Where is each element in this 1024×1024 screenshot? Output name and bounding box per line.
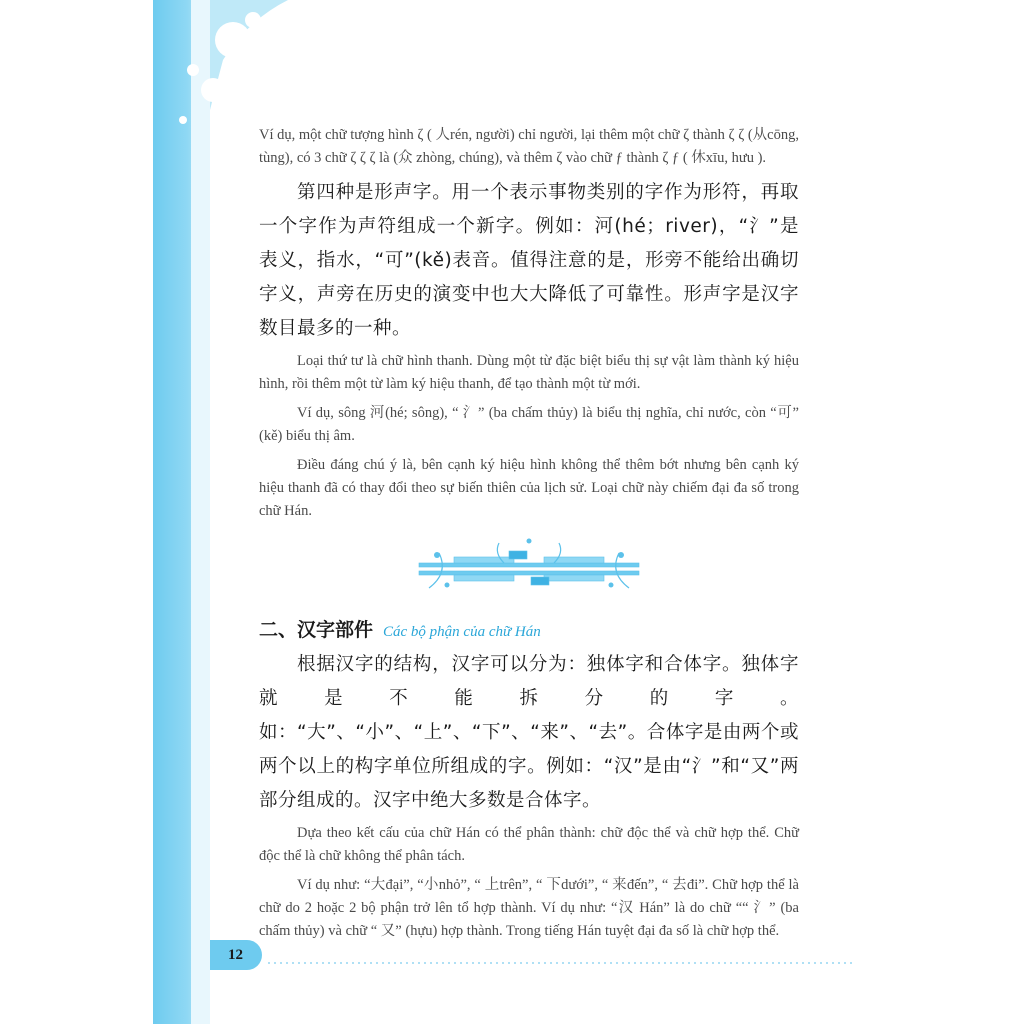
page-number: 12	[228, 946, 243, 963]
chinese-paragraph-xingsheng: 第四种是形声字。用一个表示事物类别的字作为形符，再取一个字作为声符组成一个新字。例如：河(hé；river)，“氵”是表义，指水，“可”(kě)表音。值得注意的是，形旁不能给出确切字义，声旁在历史的演变中也大大降低了可靠性。形声字是汉字数目最多的一种。	[259, 182, 799, 339]
bubble-decoration	[153, 0, 353, 140]
example-paragraph-he: Ví dụ, sông 河(hé; sông), “ 氵” (ba chấm thủy) là biểu thị nghĩa, chỉ nước, còn “可” (kě) biểu thị âm.	[259, 405, 799, 444]
translation-paragraph-components: Dựa theo kết cấu của chữ Hán có thể phân thành: chữ độc thể và chữ hợp thể. Chữ độc thể là chữ không thể phân tách.	[259, 825, 799, 864]
section-heading-chinese: 二、汉字部件	[259, 619, 374, 641]
translation-paragraph: Loại thứ tư là chữ hình thanh. Dùng một từ đặc biệt biểu thị sự vật làm thành ký hiệu hình, rồi thêm một từ làm ký hiệu thanh, để tạo thành một từ mới.	[259, 353, 799, 392]
chinese-paragraph-components: 根据汉字的结构，汉字可以分为：独体字和合体字。独体字就是不能拆分的字。如：“大”、“小”、“上”、“下”、“来”、“去”。合体字是由两个或两个以上的构字单位所组成的字。例如：“汉”是由“氵”和“又”两部分组成的。汉字中绝大多数是合体字。	[259, 654, 799, 811]
page-number-tab	[210, 940, 262, 970]
note-paragraph: Điều đáng chú ý là, bên cạnh ký hiệu hình không thể thêm bớt nhưng bên cạnh ký hiệu thanh đã có thay đổi theo sự biến thiên của lịch sử. Loại chữ này chiếm đại đa số trong chữ Hán.	[259, 457, 799, 519]
floral-ornament	[399, 533, 659, 603]
page-footer	[210, 940, 872, 970]
example-paragraph: Ví dụ, một chữ tượng hình ζ ( 人rén, người) chỉ người, lại thêm một chữ ζ thành ζ ζ (从cōng, tùng), có 3 chữ ζ ζ ζ là (众 zhòng, chúng), và thêm ζ vào chữ ƒ thành ζ ƒ ( 休xīu, hưu ).	[259, 127, 799, 166]
section-heading-vietnamese: Các bộ phận của chữ Hán	[383, 624, 541, 640]
example-paragraph-components: Ví dụ như: “大đại”, “小nhỏ”, “ 上trên”, “ 下dưới”, “ 来đến”, “ 去đi”. Chữ hợp thể là chữ do 2 hoặc 2 bộ phận trở lên tổ hợp thành. Ví dụ như: “汉 Hán” là do chữ ““ 氵” (ba chấm thủy) và chữ “ 又” (hựu) hợp thành. Trong tiếng Hán tuyệt đại đa số là chữ hợp thể.	[259, 877, 799, 939]
footer-dotted-line	[266, 962, 856, 964]
page-content	[259, 124, 799, 949]
textbook-page	[153, 0, 872, 1024]
side-color-band	[153, 0, 210, 1024]
side-band-highlight	[191, 0, 210, 1024]
section-heading	[259, 615, 799, 642]
